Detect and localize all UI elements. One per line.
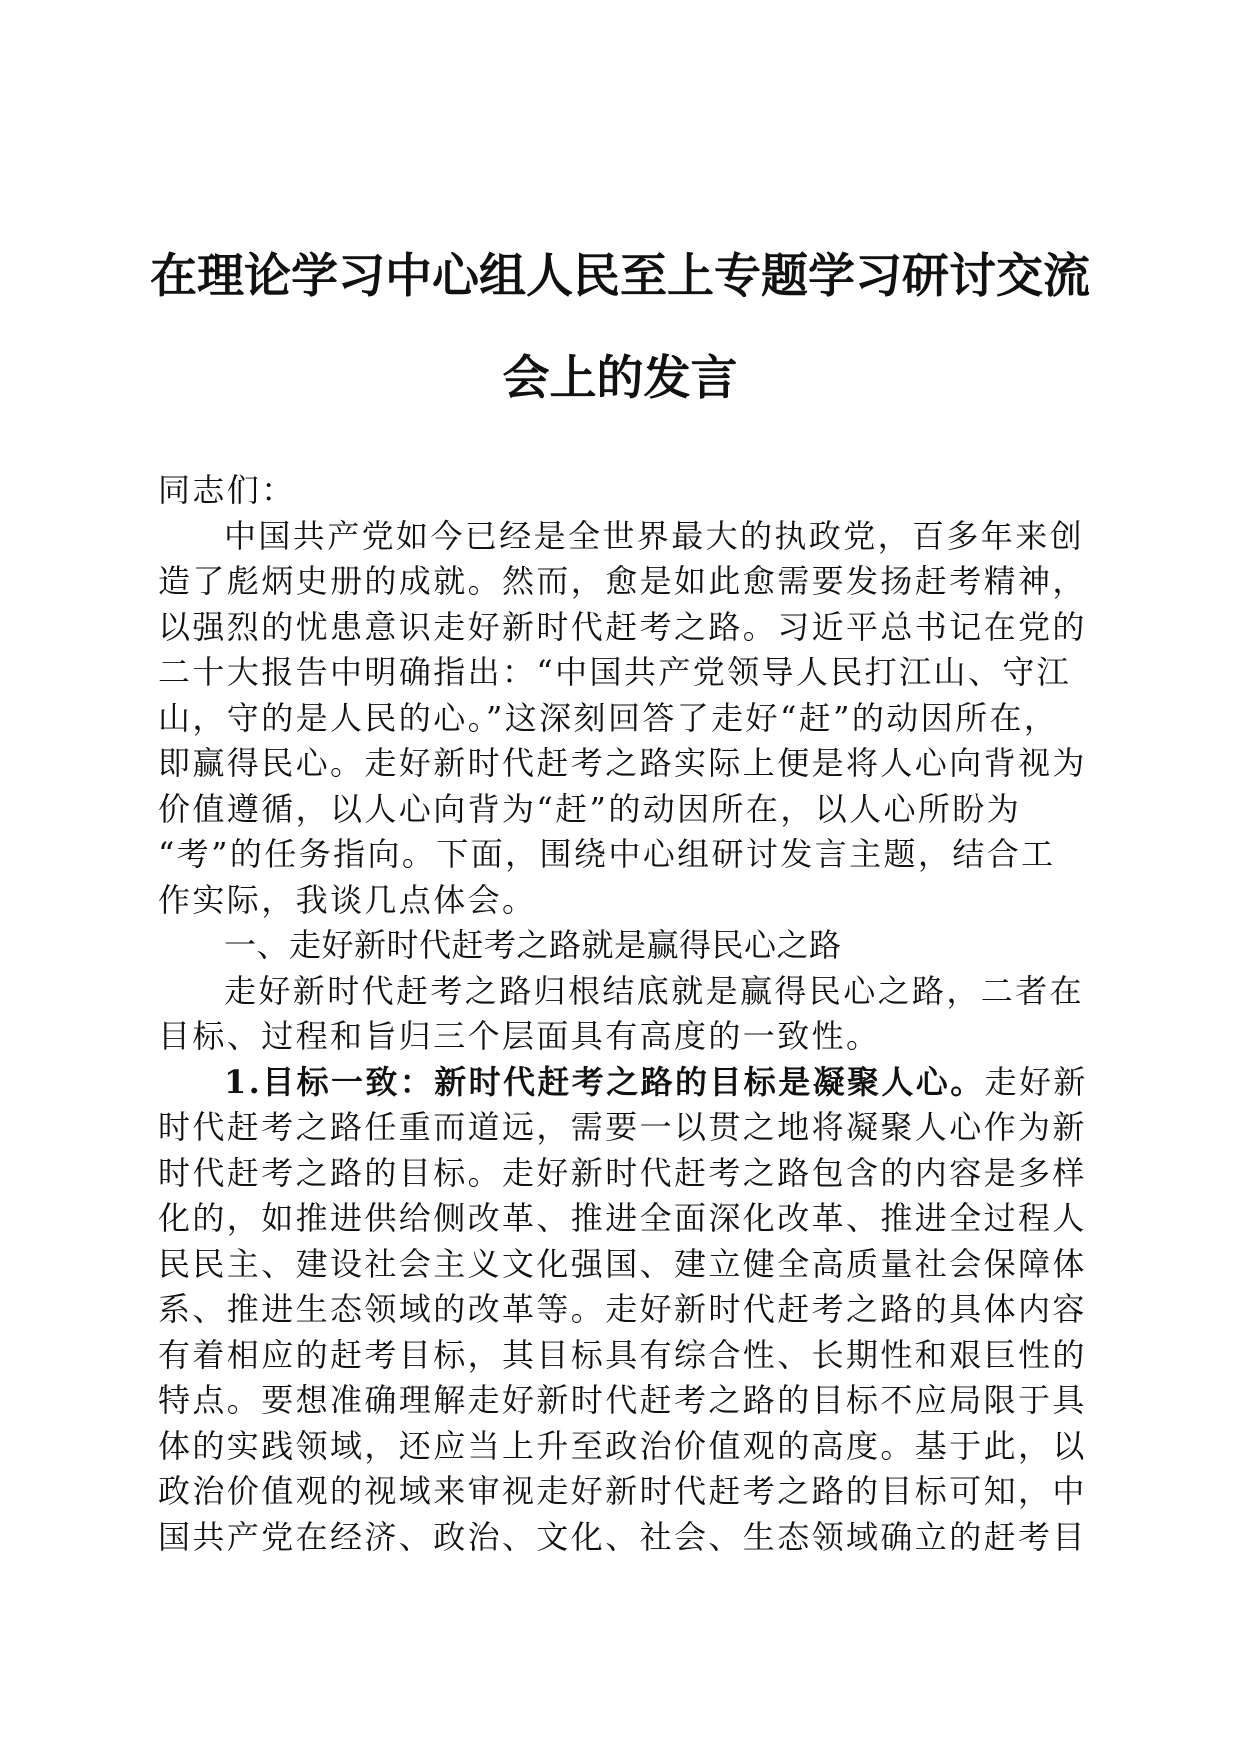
point1-first-line <box>158 1060 1088 1106</box>
text-line: 目标、过程和旨归三个层面具有高度的一致性。 <box>158 1017 881 1055</box>
paragraph-section1 <box>158 969 1088 1060</box>
text-line: 二十大报告中明确指出：“中国共产党领导人民打江山、守江 <box>158 653 1072 691</box>
text-line: 造了彪炳史册的成就。然而，愈是如此愈需要发扬赶考精神， <box>158 562 1087 600</box>
text-line: 时代赶考之路的目标。走好新时代赶考之路包含的内容是多样 <box>158 1153 1087 1192</box>
title-line-1: 在理论学习中心组人民至上专题学习研讨交流 <box>150 249 1090 304</box>
document-title <box>130 249 1110 406</box>
text-line: 作实际，我谈几点体会。 <box>158 880 537 919</box>
text-line: 体的实践领域，还应当上升至政治价值观的高度。基于此，以 <box>158 1426 1087 1465</box>
text-line: 政治价值观的视域来审视走好新时代赶考之路的目标可知，中 <box>158 1472 1087 1510</box>
text-line: 价值遵循，以人心向背为“赶”的动因所在，以人心所盼为 <box>158 789 1022 828</box>
document-body <box>158 468 1088 1560</box>
text-line: 时代赶考之路任重而道远，需要一以贯之地将凝聚人心作为新 <box>158 1108 1087 1146</box>
text-line: 有着相应的赶考目标，其目标具有综合性、长期性和艰巨性的 <box>158 1335 1087 1374</box>
paragraph-intro <box>158 514 1088 924</box>
text-line: 走好新时代赶考之路归根结底就是赢得民心之路，二者在 <box>224 971 1085 1010</box>
salutation: 同志们： <box>158 471 296 509</box>
text-line: 化的，如推进供给侧改革、推进全面深化改革、推进全过程人 <box>158 1199 1087 1237</box>
text-line: 民民主、建设社会主义文化强国、建立健全高质量社会保障体 <box>158 1244 1087 1283</box>
point1-heading: 1.目标一致：新时代赶考之路的目标是凝聚人心。 <box>224 1062 985 1101</box>
text-line: “考”的任务指向。下面，围绕中心组研讨发言主题，结合工 <box>158 835 1056 873</box>
text-line: 特点。要想准确理解走好新时代赶考之路的目标不应局限于具 <box>158 1381 1087 1419</box>
text-line: 国共产党在经济、政治、文化、社会、生态领域确立的赶考目 <box>158 1517 1087 1556</box>
section-heading-1: 一、走好新时代赶考之路就是赢得民心之路 <box>224 926 842 964</box>
text-line: 系、推进生态领域的改革等。走好新时代赶考之路的具体内容 <box>158 1290 1087 1328</box>
text-line: 中国共产党如今已经是全世界最大的执政党，百多年来创 <box>224 516 1085 555</box>
point1-first-line-rest: 走好新 <box>984 1062 1088 1101</box>
title-line-2: 会上的发言 <box>502 351 738 406</box>
text-line: 以强烈的忧患意识走好新时代赶考之路。习近平总书记在党的 <box>158 607 1087 646</box>
text-line: 即赢得民心。走好新时代赶考之路实际上便是将人心向背视为 <box>158 744 1087 782</box>
text-line: 山，守的是人民的心。”这深刻回答了走好“赶”的动因所在， <box>158 698 1059 737</box>
paragraph-point1 <box>158 1060 1088 1561</box>
